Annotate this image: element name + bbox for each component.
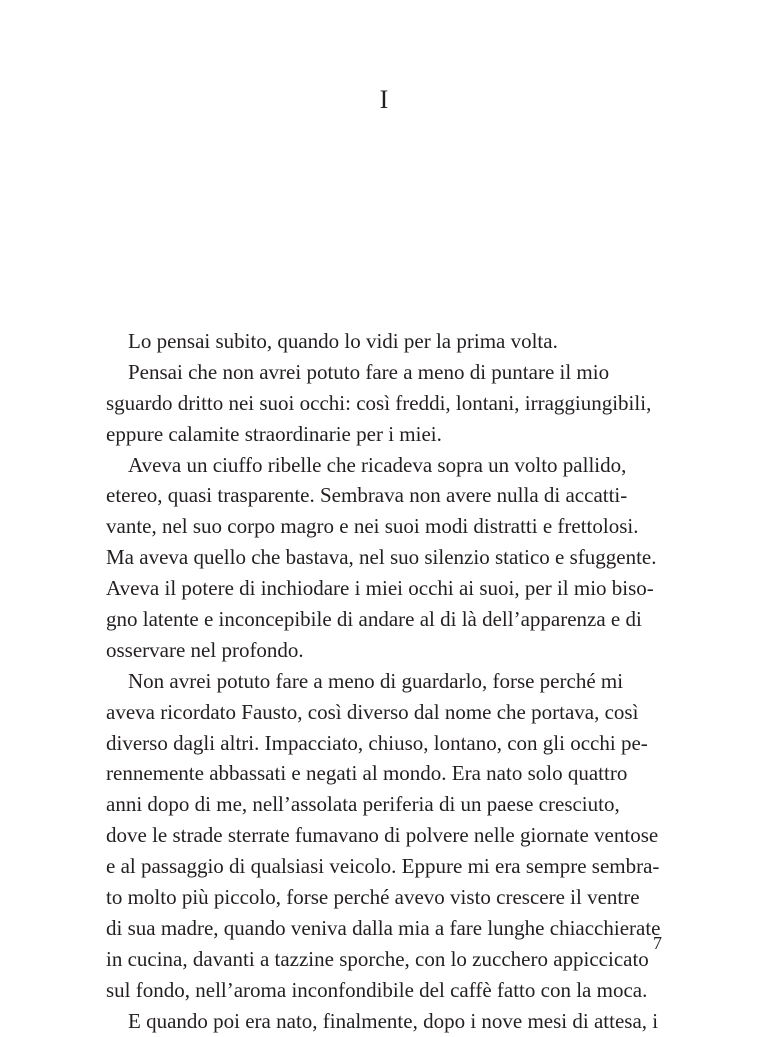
chapter-heading: I (379, 85, 389, 114)
text-line: dove le strade sterrate fumavano di polvere nelle giornate ventose (106, 823, 659, 848)
text-line: osservare nel profondo. (106, 637, 304, 662)
text-line: diverso dagli altri. Impacciato, chiuso, lontano, con gli occhi pe- (106, 730, 648, 755)
text-line: eppure calamite straordinarie per i miei. (106, 421, 442, 446)
text-line: sguardo dritto nei suoi occhi: così freddi, lontani, irraggiungibili, (106, 390, 652, 415)
text-line: E quando poi era nato, finalmente, dopo i nove mesi di attesa, i (128, 1008, 659, 1033)
text-line: Ma aveva quello che bastava, nel suo silenzio statico e sfuggente. (106, 545, 657, 570)
text-line: aveva ricordato Fausto, così diverso dal nome che portava, così (106, 699, 639, 724)
text-line: in cucina, davanti a tazzine sporche, con lo zucchero appiccicato (106, 946, 649, 971)
text-line: vante, nel suo corpo magro e nei suoi modi distratti e frettolosi. (106, 514, 639, 539)
text-line: Aveva il potere di inchiodare i miei occhi ai suoi, per il mio biso- (106, 576, 654, 601)
text-line: rennemente abbassati e negati al mondo. Era nato solo quattro (106, 761, 628, 786)
text-line: etereo, quasi trasparente. Sembrava non avere nulla di accatti- (106, 483, 628, 508)
text-line: to molto più piccolo, forse perché avevo visto crescere il ventre (106, 885, 640, 910)
text-line: sul fondo, nell’aroma inconfondibile del caffè fatto con la moca. (106, 977, 648, 1002)
page-number: 7 (653, 933, 662, 953)
text-line: Lo pensai subito, quando lo vidi per la prima volta. (128, 329, 558, 353)
text-line: e al passaggio di qualsiasi veicolo. Eppure mi era sempre sembra- (106, 854, 660, 879)
text-line: gno latente e inconcepibile di andare al di là dell’apparenza e di (106, 607, 642, 632)
text-line: di sua madre, quando veniva dalla mia a fare lunghe chiacchierate (106, 915, 661, 940)
text-line: Non avrei potuto fare a meno di guardarlo, forse perché mi (128, 668, 624, 693)
text-line: anni dopo di me, nell’assolata periferia di un paese cresciuto, (106, 792, 620, 817)
text-line: Pensai che non avrei potuto fare a meno di puntare il mio (128, 359, 610, 384)
body-text (106, 326, 663, 1036)
text-line: Aveva un ciuffo ribelle che ricadeva sopra un volto pallido, (128, 452, 627, 477)
